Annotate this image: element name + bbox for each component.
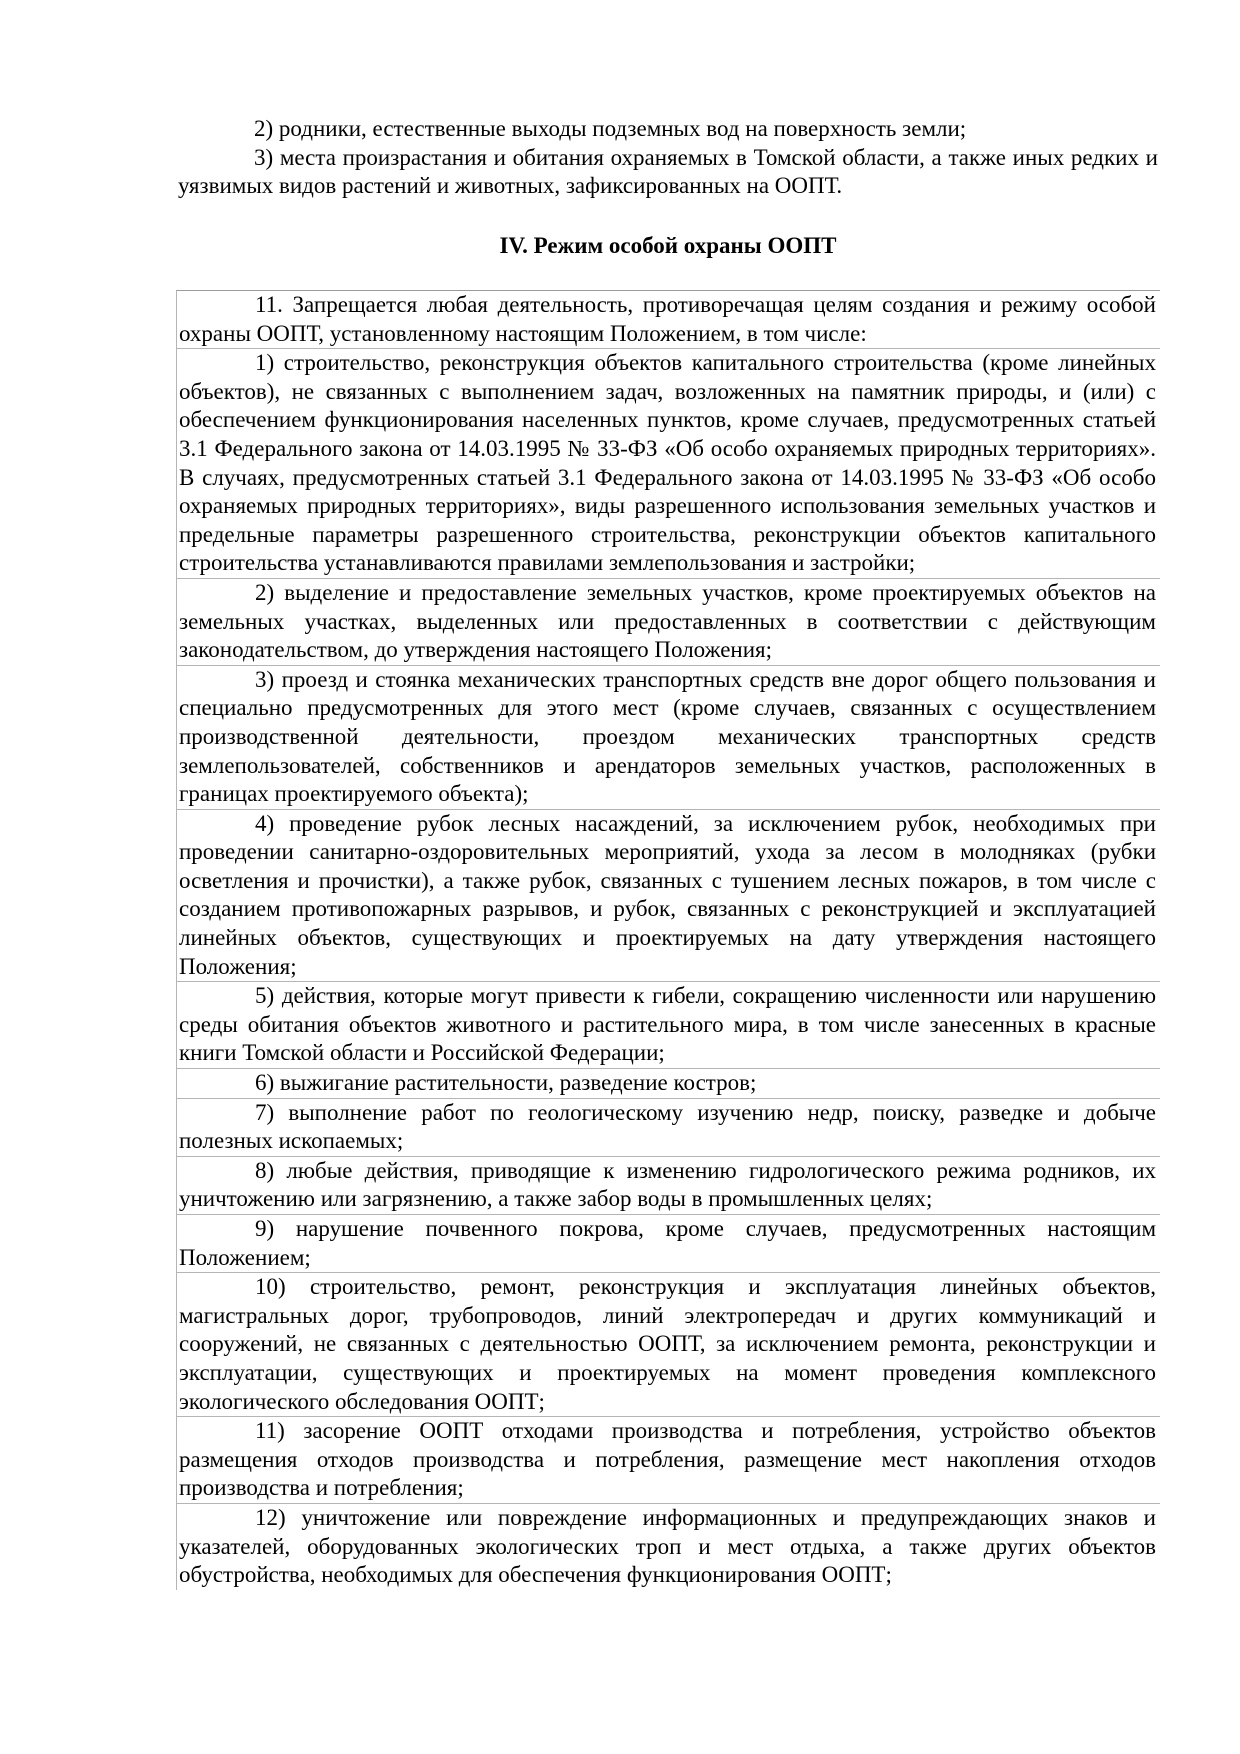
clause-item <box>176 809 1160 982</box>
clause-item <box>176 1214 1160 1272</box>
clause-text: 10) строительство, ремонт, реконструкция и эксплуатация линейных объектов, магистральных дорог, трубопроводов, линий электропередач и других коммуникаций и сооружений, не связанных с деятельностью ООПТ, за исключением ремонта, реконструкции и эксплуатации, существующих и проектируемых на момент проведения комплексного экологического обследования ООПТ; <box>179 1274 1156 1414</box>
clause-text: 3) проезд и стоянка механических транспортных средств вне дорог общего пользования и специально предусмотренных для этого мест (кроме случаев, связанных с осуществлением производственной деятельности, проездом механических транспортных средств землепользователей, собственников и арендаторов земельных участков, расположенных в границах проектируемого объекта); <box>179 666 1156 807</box>
clause-text: 11. Запрещается любая деятельность, противоречащая целям создания и режиму особой охраны ООПТ, установленному настоящим Положением, в том числе: <box>179 292 1156 346</box>
clause-item <box>176 578 1160 665</box>
clause-item <box>176 981 1160 1068</box>
clause-text: 9) нарушение почвенного покрова, кроме случаев, предусмотренных настоящим Положением; <box>179 1216 1156 1270</box>
clause-item <box>176 1098 1160 1156</box>
clause-text: 2) выделение и предоставление земельных участков, кроме проектируемых объектов на земельных участках, выделенных или предоставленных в соответствии с действующим законодательством, до утверждения настоящего Положения; <box>179 579 1156 663</box>
clause-item <box>176 1068 1160 1098</box>
intro-item-habitats: 3) места произрастания и обитания охраняемых в Томской области, а также иных редких и уязвимых видов растений и животных, зафиксированных на ООПТ. <box>178 144 1158 199</box>
clause-list <box>176 290 1160 1590</box>
clause-item <box>176 1156 1160 1214</box>
clause-item <box>176 665 1160 809</box>
clause-text: 4) проведение рубок лесных насаждений, за исключением рубок, необходимых при проведении санитарно-оздоровительных мероприятий, ухода за лесом в молодняках (рубки осветления и прочистки), а также рубок, связанных с тушением лесных пожаров, в том числе с созданием противопожарных разрывов, и рубок, связанных с реконструкцией и эксплуатацией линейных объектов, существующих и проектируемых на дату утверждения настоящего Положения; <box>179 810 1156 979</box>
clause-text: 7) выполнение работ по геологическому изучению недр, поиску, разведке и добыче полезных ископаемых; <box>179 1099 1156 1154</box>
clause-item <box>176 1503 1160 1590</box>
intro-items <box>178 115 1158 201</box>
clause-text: 5) действия, которые могут привести к гибели, сокращению численности или нарушению среды обитания объектов животного и растительного мира, в том числе занесенных в красные книги Томской области и Российской Федерации; <box>179 983 1156 1066</box>
clause-text: 8) любые действия, приводящие к изменению гидрологического режима родников, их уничтожению или загрязнению, а также забор воды в промышленных целях; <box>179 1157 1156 1212</box>
clause-item <box>176 1272 1160 1416</box>
section-heading: IV. Режим особой охраны ООПТ <box>499 233 837 258</box>
clause-text: 11) засорение ООПТ отходами производства и потребления, устройство объектов размещения отходов производства и потребления, размещение мест накопления отходов производства и потребления; <box>179 1418 1156 1501</box>
clause-item <box>176 348 1160 578</box>
clause-item <box>176 290 1160 348</box>
clause-text: 6) выжигание растительности, разведение костров; <box>255 1070 757 1096</box>
clause-text: 1) строительство, реконструкция объектов капитального строительства (кроме линейных объектов), не связанных с выполнением задач, возложенных на памятник природы, и (или) с обеспечением функционирования населенных пунктов, кроме случаев, предусмотренных статьей 3.1 Федерального закона от 14.03.1995 № 33-ФЗ «Об особо охраняемых природных территориях». В случаях, предусмотренных статьей 3.1 Федерального закона от 14.03.1995 № 33-ФЗ «Об особо охраняемых природных территориях», виды разрешенного использования земельных участков и предельные параметры разрешенного строительства, реконструкции объектов капитального строительства устанавливаются правилами землепользования и застройки; <box>179 350 1156 576</box>
clause-item <box>176 1416 1160 1503</box>
clause-text: 12) уничтожение или повреждение информационных и предупреждающих знаков и указателей, оборудованных экологических троп и мест отдыха, а также других объектов обустройства, необходимых для обеспечения функционирования ООПТ; <box>179 1504 1156 1588</box>
intro-item-springs: 2) родники, естественные выходы подземных вод на поверхность земли; <box>254 116 967 141</box>
